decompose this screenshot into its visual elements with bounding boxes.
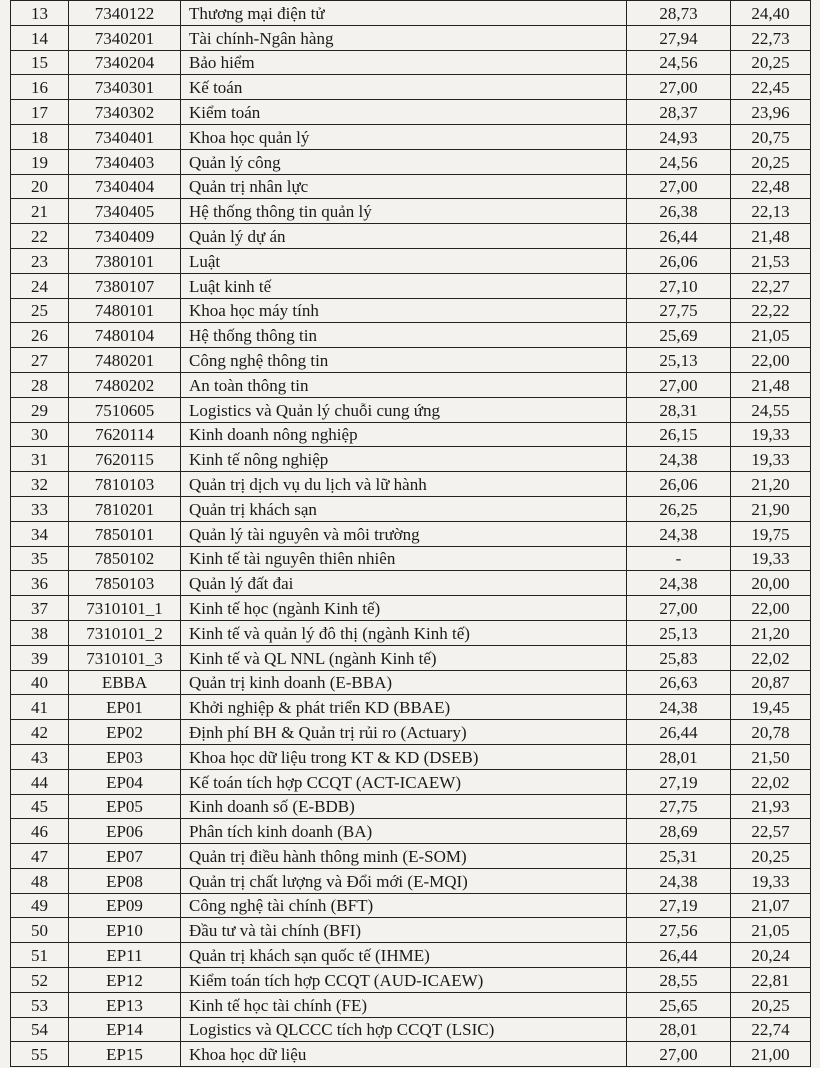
major-name-cell: An toàn thông tin bbox=[181, 372, 627, 397]
major-name-cell: Quản trị chất lượng và Đổi mới (E-MQI) bbox=[181, 868, 627, 893]
row-number-cell: 54 bbox=[11, 1017, 69, 1042]
score-1-cell: 27,56 bbox=[627, 918, 731, 943]
score-2-cell: 22,74 bbox=[731, 1017, 811, 1042]
row-number-cell: 36 bbox=[11, 571, 69, 596]
major-code-cell: 7620114 bbox=[69, 422, 181, 447]
row-number-cell: 45 bbox=[11, 794, 69, 819]
score-1-cell: 24,56 bbox=[627, 50, 731, 75]
score-2-cell: 21,50 bbox=[731, 744, 811, 769]
row-number-cell: 29 bbox=[11, 397, 69, 422]
row-number-cell: 41 bbox=[11, 695, 69, 720]
table-row bbox=[11, 596, 811, 621]
score-2-cell: 19,45 bbox=[731, 695, 811, 720]
major-name-cell: Logistics và Quản lý chuỗi cung ứng bbox=[181, 397, 627, 422]
table-row bbox=[11, 422, 811, 447]
major-code-cell: 7810103 bbox=[69, 472, 181, 497]
table-row bbox=[11, 819, 811, 844]
score-2-cell: 20,24 bbox=[731, 943, 811, 968]
major-name-cell: Kiểm toán tích hợp CCQT (AUD-ICAEW) bbox=[181, 968, 627, 993]
table-row bbox=[11, 298, 811, 323]
score-1-cell: 26,63 bbox=[627, 670, 731, 695]
major-name-cell: Đầu tư và tài chính (BFI) bbox=[181, 918, 627, 943]
table-row bbox=[11, 224, 811, 249]
major-code-cell: EP02 bbox=[69, 720, 181, 745]
row-number-cell: 33 bbox=[11, 496, 69, 521]
major-code-cell: EP01 bbox=[69, 695, 181, 720]
row-number-cell: 34 bbox=[11, 521, 69, 546]
major-name-cell: Quản trị kinh doanh (E-BBA) bbox=[181, 670, 627, 695]
major-name-cell: Kế toán bbox=[181, 75, 627, 100]
score-2-cell: 22,13 bbox=[731, 199, 811, 224]
major-code-cell: 7340409 bbox=[69, 224, 181, 249]
row-number-cell: 46 bbox=[11, 819, 69, 844]
score-2-cell: 23,96 bbox=[731, 100, 811, 125]
score-2-cell: 20,25 bbox=[731, 844, 811, 869]
score-1-cell: 27,10 bbox=[627, 273, 731, 298]
row-number-cell: 19 bbox=[11, 149, 69, 174]
table-row bbox=[11, 1017, 811, 1042]
table-row bbox=[11, 273, 811, 298]
major-name-cell: Kinh tế nông nghiệp bbox=[181, 447, 627, 472]
table-row bbox=[11, 472, 811, 497]
score-2-cell: 22,00 bbox=[731, 348, 811, 373]
major-name-cell: Quản trị khách sạn bbox=[181, 496, 627, 521]
major-name-cell: Hệ thống thông tin bbox=[181, 323, 627, 348]
row-number-cell: 13 bbox=[11, 1, 69, 26]
table-row bbox=[11, 75, 811, 100]
score-1-cell: 26,38 bbox=[627, 199, 731, 224]
row-number-cell: 38 bbox=[11, 620, 69, 645]
table-row bbox=[11, 25, 811, 50]
score-2-cell: 21,20 bbox=[731, 472, 811, 497]
row-number-cell: 28 bbox=[11, 372, 69, 397]
table-row bbox=[11, 720, 811, 745]
score-1-cell: 26,06 bbox=[627, 472, 731, 497]
table-row bbox=[11, 149, 811, 174]
major-code-cell: 7310101_1 bbox=[69, 596, 181, 621]
row-number-cell: 37 bbox=[11, 596, 69, 621]
score-2-cell: 21,05 bbox=[731, 323, 811, 348]
major-code-cell: EP11 bbox=[69, 943, 181, 968]
major-name-cell: Kinh tế học tài chính (FE) bbox=[181, 992, 627, 1017]
major-name-cell: Quản trị dịch vụ du lịch và lữ hành bbox=[181, 472, 627, 497]
score-2-cell: 20,00 bbox=[731, 571, 811, 596]
major-code-cell: 7340401 bbox=[69, 124, 181, 149]
table-row bbox=[11, 323, 811, 348]
score-1-cell: 27,75 bbox=[627, 298, 731, 323]
table-row bbox=[11, 918, 811, 943]
major-name-cell: Kinh tế và quản lý đô thị (ngành Kinh tế) bbox=[181, 620, 627, 645]
major-code-cell: 7310101_3 bbox=[69, 645, 181, 670]
row-number-cell: 15 bbox=[11, 50, 69, 75]
table-row bbox=[11, 50, 811, 75]
score-2-cell: 19,75 bbox=[731, 521, 811, 546]
major-name-cell: Kinh tế học (ngành Kinh tế) bbox=[181, 596, 627, 621]
score-1-cell: 27,00 bbox=[627, 596, 731, 621]
major-code-cell: EP10 bbox=[69, 918, 181, 943]
table-row bbox=[11, 199, 811, 224]
major-name-cell: Kiểm toán bbox=[181, 100, 627, 125]
score-1-cell: 27,75 bbox=[627, 794, 731, 819]
score-2-cell: 21,90 bbox=[731, 496, 811, 521]
major-code-cell: 7850103 bbox=[69, 571, 181, 596]
score-1-cell: 24,38 bbox=[627, 447, 731, 472]
row-number-cell: 40 bbox=[11, 670, 69, 695]
major-code-cell: 7850101 bbox=[69, 521, 181, 546]
major-code-cell: 7340122 bbox=[69, 1, 181, 26]
score-2-cell: 20,25 bbox=[731, 992, 811, 1017]
score-2-cell: 21,93 bbox=[731, 794, 811, 819]
row-number-cell: 43 bbox=[11, 744, 69, 769]
major-name-cell: Quản lý tài nguyên và môi trường bbox=[181, 521, 627, 546]
score-2-cell: 22,81 bbox=[731, 968, 811, 993]
score-1-cell: 24,93 bbox=[627, 124, 731, 149]
score-1-cell: 25,69 bbox=[627, 323, 731, 348]
major-code-cell: EP05 bbox=[69, 794, 181, 819]
table-row bbox=[11, 348, 811, 373]
row-number-cell: 39 bbox=[11, 645, 69, 670]
major-name-cell: Kinh doanh số (E-BDB) bbox=[181, 794, 627, 819]
score-2-cell: 24,55 bbox=[731, 397, 811, 422]
major-name-cell: Luật kinh tế bbox=[181, 273, 627, 298]
score-2-cell: 20,75 bbox=[731, 124, 811, 149]
major-name-cell: Quản lý công bbox=[181, 149, 627, 174]
score-1-cell: 26,25 bbox=[627, 496, 731, 521]
score-2-cell: 22,73 bbox=[731, 25, 811, 50]
score-1-cell: 24,38 bbox=[627, 571, 731, 596]
major-name-cell: Khoa học quản lý bbox=[181, 124, 627, 149]
score-2-cell: 21,20 bbox=[731, 620, 811, 645]
score-2-cell: 21,00 bbox=[731, 1042, 811, 1067]
major-code-cell: EP13 bbox=[69, 992, 181, 1017]
score-1-cell: 27,00 bbox=[627, 372, 731, 397]
major-name-cell: Kinh tế và QL NNL (ngành Kinh tế) bbox=[181, 645, 627, 670]
row-number-cell: 49 bbox=[11, 893, 69, 918]
major-code-cell: EP04 bbox=[69, 769, 181, 794]
score-1-cell: 25,31 bbox=[627, 844, 731, 869]
row-number-cell: 52 bbox=[11, 968, 69, 993]
major-code-cell: 7480201 bbox=[69, 348, 181, 373]
major-code-cell: 7850102 bbox=[69, 546, 181, 571]
major-name-cell: Quản trị khách sạn quốc tế (IHME) bbox=[181, 943, 627, 968]
major-code-cell: 7620115 bbox=[69, 447, 181, 472]
table-row bbox=[11, 893, 811, 918]
major-code-cell: 7480202 bbox=[69, 372, 181, 397]
major-name-cell: Kinh tế tài nguyên thiên nhiên bbox=[181, 546, 627, 571]
major-code-cell: 7340403 bbox=[69, 149, 181, 174]
major-name-cell: Phân tích kinh doanh (BA) bbox=[181, 819, 627, 844]
table-row bbox=[11, 670, 811, 695]
score-2-cell: 24,40 bbox=[731, 1, 811, 26]
major-code-cell: 7340204 bbox=[69, 50, 181, 75]
score-1-cell: 24,38 bbox=[627, 695, 731, 720]
table-row bbox=[11, 695, 811, 720]
table-row bbox=[11, 571, 811, 596]
table-body bbox=[11, 1, 811, 1067]
score-1-cell: 27,00 bbox=[627, 174, 731, 199]
score-1-cell: 28,69 bbox=[627, 819, 731, 844]
score-2-cell: 19,33 bbox=[731, 422, 811, 447]
score-1-cell: 27,19 bbox=[627, 893, 731, 918]
table-row bbox=[11, 397, 811, 422]
score-2-cell: 22,45 bbox=[731, 75, 811, 100]
major-name-cell: Tài chính-Ngân hàng bbox=[181, 25, 627, 50]
major-name-cell: Thương mại điện tử bbox=[181, 1, 627, 26]
table-row bbox=[11, 1, 811, 26]
score-1-cell: 25,83 bbox=[627, 645, 731, 670]
table-row bbox=[11, 546, 811, 571]
major-code-cell: 7340404 bbox=[69, 174, 181, 199]
score-2-cell: 22,02 bbox=[731, 769, 811, 794]
score-2-cell: 21,48 bbox=[731, 224, 811, 249]
table-row bbox=[11, 1042, 811, 1067]
major-code-cell: EP15 bbox=[69, 1042, 181, 1067]
score-2-cell: 20,25 bbox=[731, 149, 811, 174]
major-code-cell: 7340301 bbox=[69, 75, 181, 100]
row-number-cell: 16 bbox=[11, 75, 69, 100]
table-row bbox=[11, 174, 811, 199]
score-2-cell: 21,07 bbox=[731, 893, 811, 918]
score-1-cell: 26,44 bbox=[627, 943, 731, 968]
major-name-cell: Quản trị điều hành thông minh (E-SOM) bbox=[181, 844, 627, 869]
score-1-cell: 26,06 bbox=[627, 248, 731, 273]
row-number-cell: 55 bbox=[11, 1042, 69, 1067]
table-row bbox=[11, 769, 811, 794]
score-1-cell: 26,44 bbox=[627, 224, 731, 249]
major-code-cell: 7340201 bbox=[69, 25, 181, 50]
row-number-cell: 26 bbox=[11, 323, 69, 348]
row-number-cell: 20 bbox=[11, 174, 69, 199]
major-code-cell: EP07 bbox=[69, 844, 181, 869]
row-number-cell: 44 bbox=[11, 769, 69, 794]
table-row bbox=[11, 943, 811, 968]
score-2-cell: 19,33 bbox=[731, 868, 811, 893]
score-2-cell: 22,57 bbox=[731, 819, 811, 844]
score-1-cell: 24,56 bbox=[627, 149, 731, 174]
major-code-cell: EP06 bbox=[69, 819, 181, 844]
score-1-cell: 27,19 bbox=[627, 769, 731, 794]
major-name-cell: Luật bbox=[181, 248, 627, 273]
score-1-cell: 27,94 bbox=[627, 25, 731, 50]
row-number-cell: 48 bbox=[11, 868, 69, 893]
row-number-cell: 51 bbox=[11, 943, 69, 968]
score-1-cell: - bbox=[627, 546, 731, 571]
table-row bbox=[11, 645, 811, 670]
row-number-cell: 30 bbox=[11, 422, 69, 447]
score-2-cell: 19,33 bbox=[731, 447, 811, 472]
score-1-cell: 28,01 bbox=[627, 744, 731, 769]
major-name-cell: Bảo hiểm bbox=[181, 50, 627, 75]
score-2-cell: 22,22 bbox=[731, 298, 811, 323]
score-1-cell: 28,55 bbox=[627, 968, 731, 993]
major-name-cell: Công nghệ tài chính (BFT) bbox=[181, 893, 627, 918]
major-code-cell: 7480104 bbox=[69, 323, 181, 348]
major-name-cell: Khoa học máy tính bbox=[181, 298, 627, 323]
major-code-cell: 7480101 bbox=[69, 298, 181, 323]
score-1-cell: 25,13 bbox=[627, 620, 731, 645]
major-code-cell: 7340405 bbox=[69, 199, 181, 224]
row-number-cell: 17 bbox=[11, 100, 69, 125]
table-row bbox=[11, 744, 811, 769]
score-1-cell: 27,00 bbox=[627, 1042, 731, 1067]
score-1-cell: 28,37 bbox=[627, 100, 731, 125]
major-code-cell: 7380107 bbox=[69, 273, 181, 298]
table-row bbox=[11, 968, 811, 993]
major-code-cell: 7310101_2 bbox=[69, 620, 181, 645]
major-code-cell: EP14 bbox=[69, 1017, 181, 1042]
major-code-cell: 7810201 bbox=[69, 496, 181, 521]
row-number-cell: 18 bbox=[11, 124, 69, 149]
score-2-cell: 20,87 bbox=[731, 670, 811, 695]
table-row bbox=[11, 447, 811, 472]
score-2-cell: 22,02 bbox=[731, 645, 811, 670]
row-number-cell: 27 bbox=[11, 348, 69, 373]
score-2-cell: 21,53 bbox=[731, 248, 811, 273]
major-code-cell: EBBA bbox=[69, 670, 181, 695]
row-number-cell: 31 bbox=[11, 447, 69, 472]
score-1-cell: 24,38 bbox=[627, 521, 731, 546]
table-row bbox=[11, 496, 811, 521]
major-name-cell: Quản lý đất đai bbox=[181, 571, 627, 596]
table-row bbox=[11, 248, 811, 273]
score-1-cell: 28,31 bbox=[627, 397, 731, 422]
major-name-cell: Logistics và QLCCC tích hợp CCQT (LSIC) bbox=[181, 1017, 627, 1042]
major-name-cell: Khoa học dữ liệu bbox=[181, 1042, 627, 1067]
major-name-cell: Khoa học dữ liệu trong KT & KD (DSEB) bbox=[181, 744, 627, 769]
major-code-cell: 7340302 bbox=[69, 100, 181, 125]
score-1-cell: 24,38 bbox=[627, 868, 731, 893]
major-name-cell: Quản trị nhân lực bbox=[181, 174, 627, 199]
row-number-cell: 32 bbox=[11, 472, 69, 497]
table-row bbox=[11, 794, 811, 819]
row-number-cell: 24 bbox=[11, 273, 69, 298]
score-1-cell: 27,00 bbox=[627, 75, 731, 100]
table-row bbox=[11, 844, 811, 869]
major-name-cell: Hệ thống thông tin quản lý bbox=[181, 199, 627, 224]
table-row bbox=[11, 992, 811, 1017]
row-number-cell: 47 bbox=[11, 844, 69, 869]
row-number-cell: 22 bbox=[11, 224, 69, 249]
score-2-cell: 22,00 bbox=[731, 596, 811, 621]
score-2-cell: 20,25 bbox=[731, 50, 811, 75]
row-number-cell: 25 bbox=[11, 298, 69, 323]
table-row bbox=[11, 620, 811, 645]
row-number-cell: 21 bbox=[11, 199, 69, 224]
row-number-cell: 23 bbox=[11, 248, 69, 273]
major-name-cell: Định phí BH & Quản trị rủi ro (Actuary) bbox=[181, 720, 627, 745]
major-name-cell: Khởi nghiệp & phát triển KD (BBAE) bbox=[181, 695, 627, 720]
score-1-cell: 28,73 bbox=[627, 1, 731, 26]
row-number-cell: 14 bbox=[11, 25, 69, 50]
major-code-cell: 7380101 bbox=[69, 248, 181, 273]
major-code-cell: EP12 bbox=[69, 968, 181, 993]
score-1-cell: 28,01 bbox=[627, 1017, 731, 1042]
major-code-cell: EP03 bbox=[69, 744, 181, 769]
score-2-cell: 20,78 bbox=[731, 720, 811, 745]
score-2-cell: 22,27 bbox=[731, 273, 811, 298]
table-row bbox=[11, 100, 811, 125]
major-name-cell: Quản lý dự án bbox=[181, 224, 627, 249]
score-2-cell: 19,33 bbox=[731, 546, 811, 571]
major-code-cell: EP08 bbox=[69, 868, 181, 893]
major-code-cell: EP09 bbox=[69, 893, 181, 918]
table-row bbox=[11, 372, 811, 397]
row-number-cell: 42 bbox=[11, 720, 69, 745]
table-row bbox=[11, 868, 811, 893]
row-number-cell: 35 bbox=[11, 546, 69, 571]
major-name-cell: Kinh doanh nông nghiệp bbox=[181, 422, 627, 447]
table-row bbox=[11, 521, 811, 546]
score-1-cell: 25,65 bbox=[627, 992, 731, 1017]
score-2-cell: 21,05 bbox=[731, 918, 811, 943]
score-1-cell: 26,44 bbox=[627, 720, 731, 745]
score-2-cell: 21,48 bbox=[731, 372, 811, 397]
admission-score-table bbox=[10, 0, 811, 1067]
score-1-cell: 25,13 bbox=[627, 348, 731, 373]
score-1-cell: 26,15 bbox=[627, 422, 731, 447]
row-number-cell: 53 bbox=[11, 992, 69, 1017]
score-2-cell: 22,48 bbox=[731, 174, 811, 199]
row-number-cell: 50 bbox=[11, 918, 69, 943]
major-name-cell: Kế toán tích hợp CCQT (ACT-ICAEW) bbox=[181, 769, 627, 794]
table-row bbox=[11, 124, 811, 149]
major-code-cell: 7510605 bbox=[69, 397, 181, 422]
major-name-cell: Công nghệ thông tin bbox=[181, 348, 627, 373]
